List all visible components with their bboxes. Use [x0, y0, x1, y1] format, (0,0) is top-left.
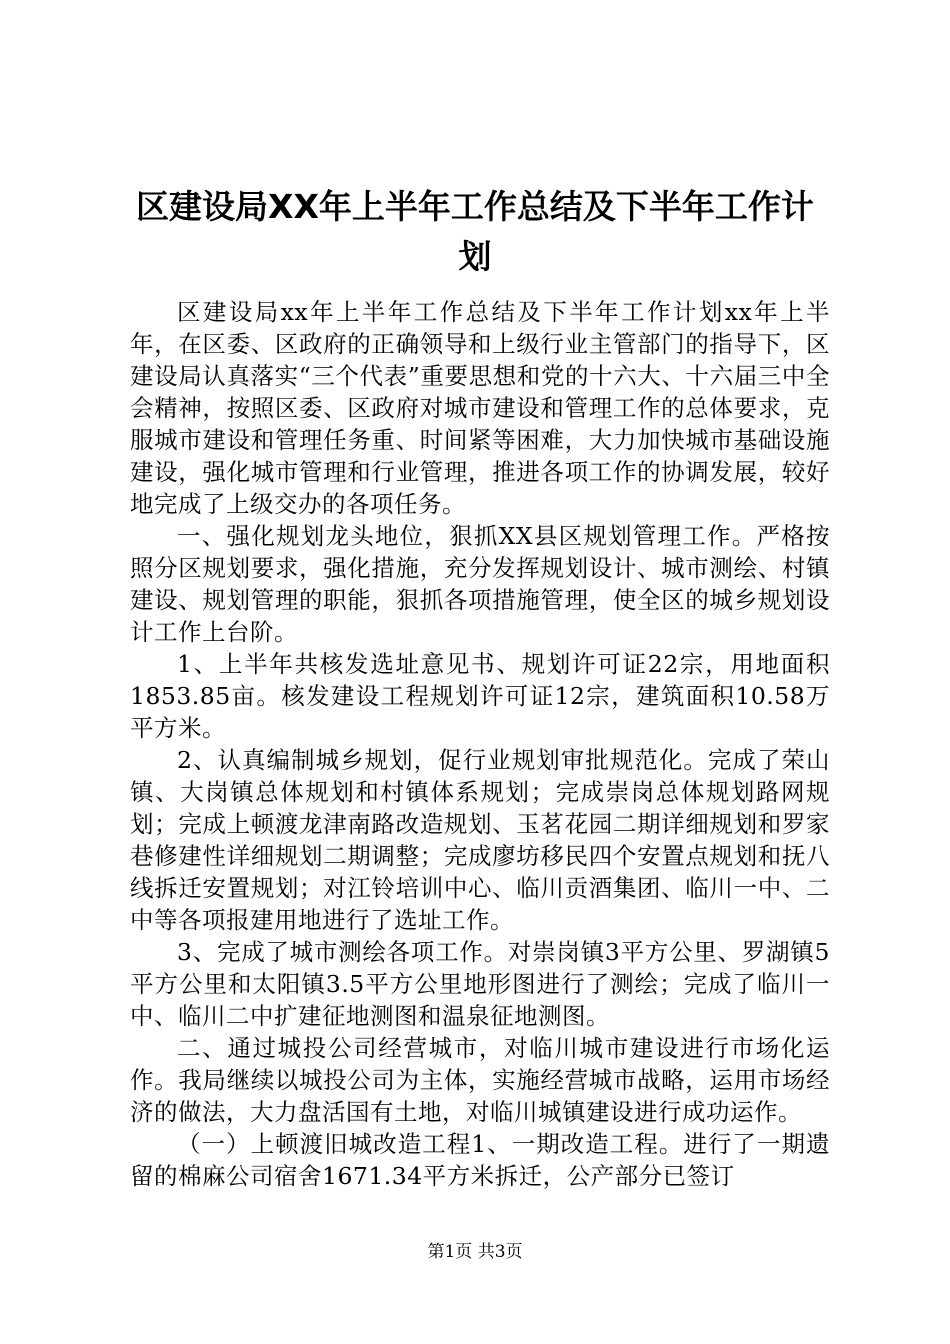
- page-footer: 第1页 共3页: [427, 1242, 523, 1262]
- paragraph-item-3: 3、完成了城市测绘各项工作。对崇岗镇3平方公里、罗湖镇5平方公里和太阳镇3.5平方公里地形图进行了测绘；完成了临川一中、临川二中扩建征地测图和温泉征地测图。: [130, 938, 830, 1030]
- paragraph-section-2: 二、通过城投公司经营城市，对临川城市建设进行市场化运作。我局继续以城投公司为主体，实施经营城市战略，运用市场经济的做法，大力盘活国有土地，对临川城镇建设进行成功运作。: [130, 1034, 830, 1126]
- paragraph-item-1: 1、上半年共核发选址意见书、规划许可证22宗，用地面积1853.85亩。核发建设工程规划许可证12宗，建筑面积10.58万平方米。: [130, 650, 830, 742]
- paragraph-intro: 区建设局xx年上半年工作总结及下半年工作计划xx年上半年，在区委、区政府的正确领导和上级行业主管部门的指导下，区建设局认真落实“三个代表”重要思想和党的十六大、十六届三中全会精神，按照区委、区政府对城市建设和管理工作的总体要求，克服城市建设和管理任务重、时间紧等困难，大力加快城市基础设施建设，强化城市管理和行业管理，推进各项工作的协调发展，较好地完成了上级交办的各项任务。: [130, 298, 830, 518]
- document-title: 区建设局XX年上半年工作总结及下半年工作计划: [136, 187, 814, 276]
- paragraph-item-2: 2、认真编制城乡规划，促行业规划审批规范化。完成了荣山镇、大岗镇总体规划和村镇体系规划；完成崇岗总体规划路网规划；完成上顿渡龙津南路改造规划、玉茗花园二期详细规划和罗家巷修建性详细规划二期调整；完成廖坊移民四个安置点规划和抚八线拆迁安置规划；对江铃培训中心、临川贡酒集团、临川一中、二中等各项报建用地进行了选址工作。: [130, 746, 830, 934]
- paragraph-section-1: 一、强化规划龙头地位，狠抓XX县区规划管理工作。严格按照分区规划要求，强化措施，充分发挥规划设计、城市测绘、村镇建设、规划管理的职能，狠抓各项措施管理，使全区的城乡规划设计工作上台阶。: [130, 522, 830, 646]
- paragraph-subsection-1: （一）上顿渡旧城改造工程1、一期改造工程。进行了一期遗留的棉麻公司宿舍1671.34平方米拆迁，公产部分已签订: [130, 1130, 830, 1190]
- document-body: [130, 296, 830, 1192]
